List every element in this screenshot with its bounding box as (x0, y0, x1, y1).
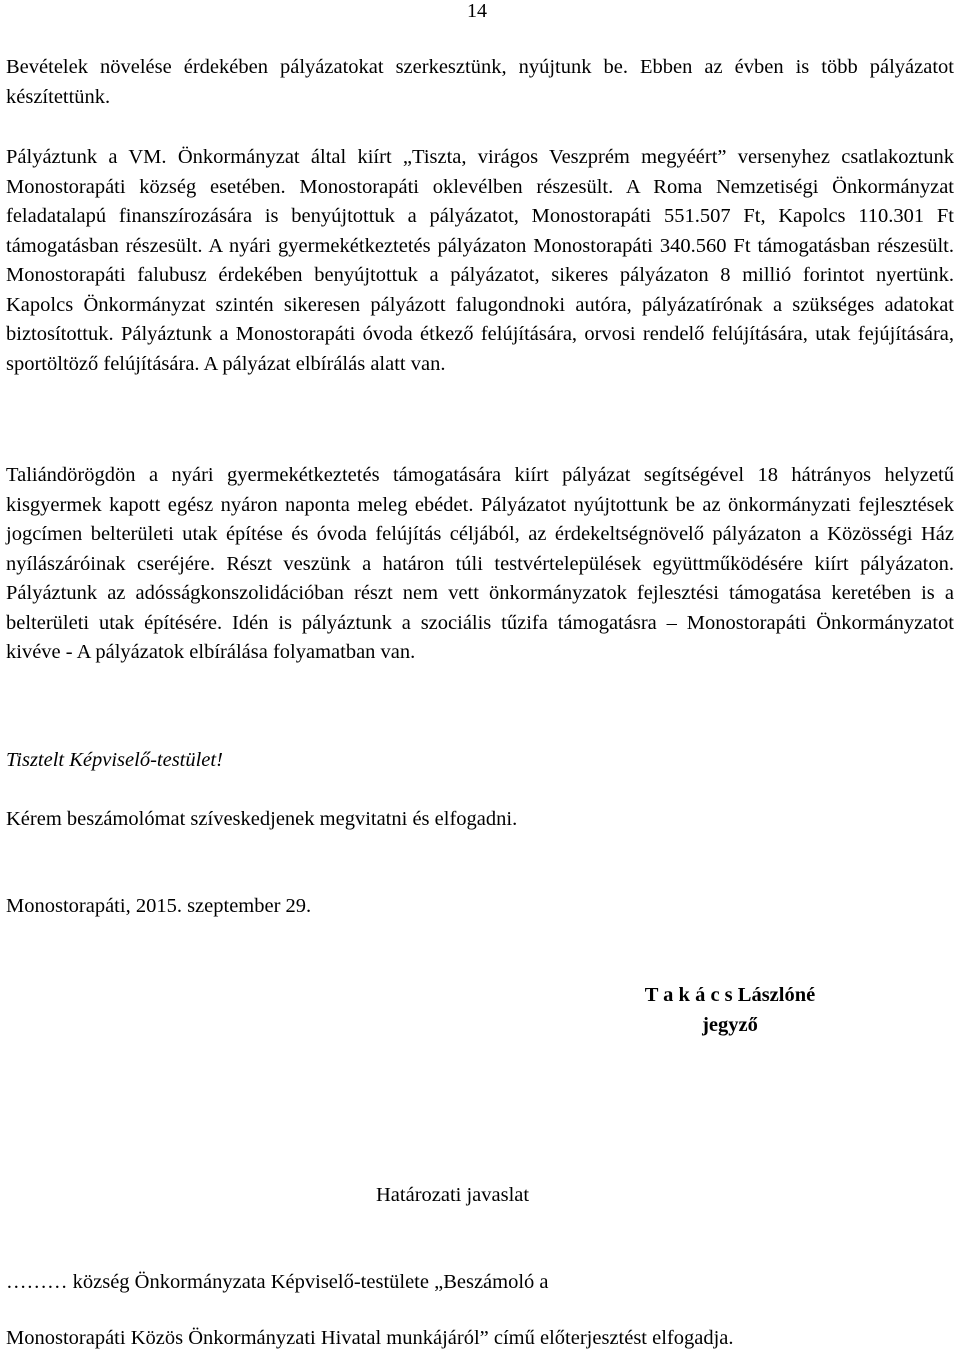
dateline: Monostorapáti, 2015. szeptember 29. (6, 895, 312, 917)
resolution-line-2: Monostorapáti Közös Önkormányzati Hivatal munkájáról” című előterjesztést elfogadja. (6, 1327, 734, 1349)
resolution-line-1: ……… község Önkormányzata Képviselő-testülete „Beszámoló a (6, 1271, 549, 1293)
page-number: 14 (467, 0, 487, 22)
request-text: Kérem beszámolómat szíveskedjenek megvitatni és elfogadni. (6, 808, 518, 830)
paragraph-applications: Pályáztunk a VM. Önkormányzat által kiírt „Tiszta, virágos Veszprém megyéért” versenyhez csatlakoztunk Monostorapáti község esetében. Monostorapáti oklevélben részesült. A Roma Nemzetiségi Önkormányzat feladatalapú finanszírozására is benyújtottuk a pályázatot, Monostorapáti 551.507 Ft, Kapolcs 110.301 Ft támogatásban részesült. A nyári gyermekétkeztetés pályázaton Monostorapáti 340.560 Ft támogatásban részesült. Monostorapáti falubusz érdekében benyújtottuk a pályázatot, sikeres pályázaton 8 millió forintot nyertünk. Kapolcs Önkormányzat szintén sikeresen pályázott falugondnoki autóra, pályázatírónak a szükséges adatokat biztosítottuk. Pályáztunk a Monostorapáti óvoda étkező felújítására, orvosi rendelő felújítására, utak fejújítására, sportöltöző felújítására. A pályázat elbírálás alatt van. (6, 146, 954, 375)
paragraph-taliandorogd: Taliándörögdön a nyári gyermekétkeztetés támogatására kiírt pályázat segítségével 18 hátrányos helyzetű kisgyermek kapott egész nyáron naponta meleg ebédet. Pályázatot nyújtottunk be az önkormányzati fejlesztések jogcímen belterületi utak építése és óvoda felújítás céljából, az érdekeltségnövelő pályázaton a Közösségi Ház nyílászáróinak cseréjére. Részt veszünk a határon túli testvértelepülések együttműködésére kiírt pályázaton. Pályáztunk az adósságkonszolidációban részt nem vett önkormányzatok fejlesztési támogatása keretében is a belterületi utak építésére. Idén is pályáztunk a szociális tűzifa támogatásra – Monostorapáti Önkormányzatot kivéve - A pályázatok elbírálása folyamatban van. (6, 464, 954, 663)
signature-block (520, 980, 940, 1040)
signatory-title: jegyző (702, 1014, 758, 1036)
resolution-heading: Határozati javaslat (376, 1184, 530, 1206)
paragraph-intro: Bevételek növelése érdekében pályázatokat szerkesztünk, nyújtunk be. Ebben az évben is több pályázatot készítettünk. (6, 56, 954, 108)
signatory-name: T a k á c s Lászlóné (644, 984, 816, 1006)
salutation: Tisztelt Képviselő-testület! (6, 749, 223, 771)
